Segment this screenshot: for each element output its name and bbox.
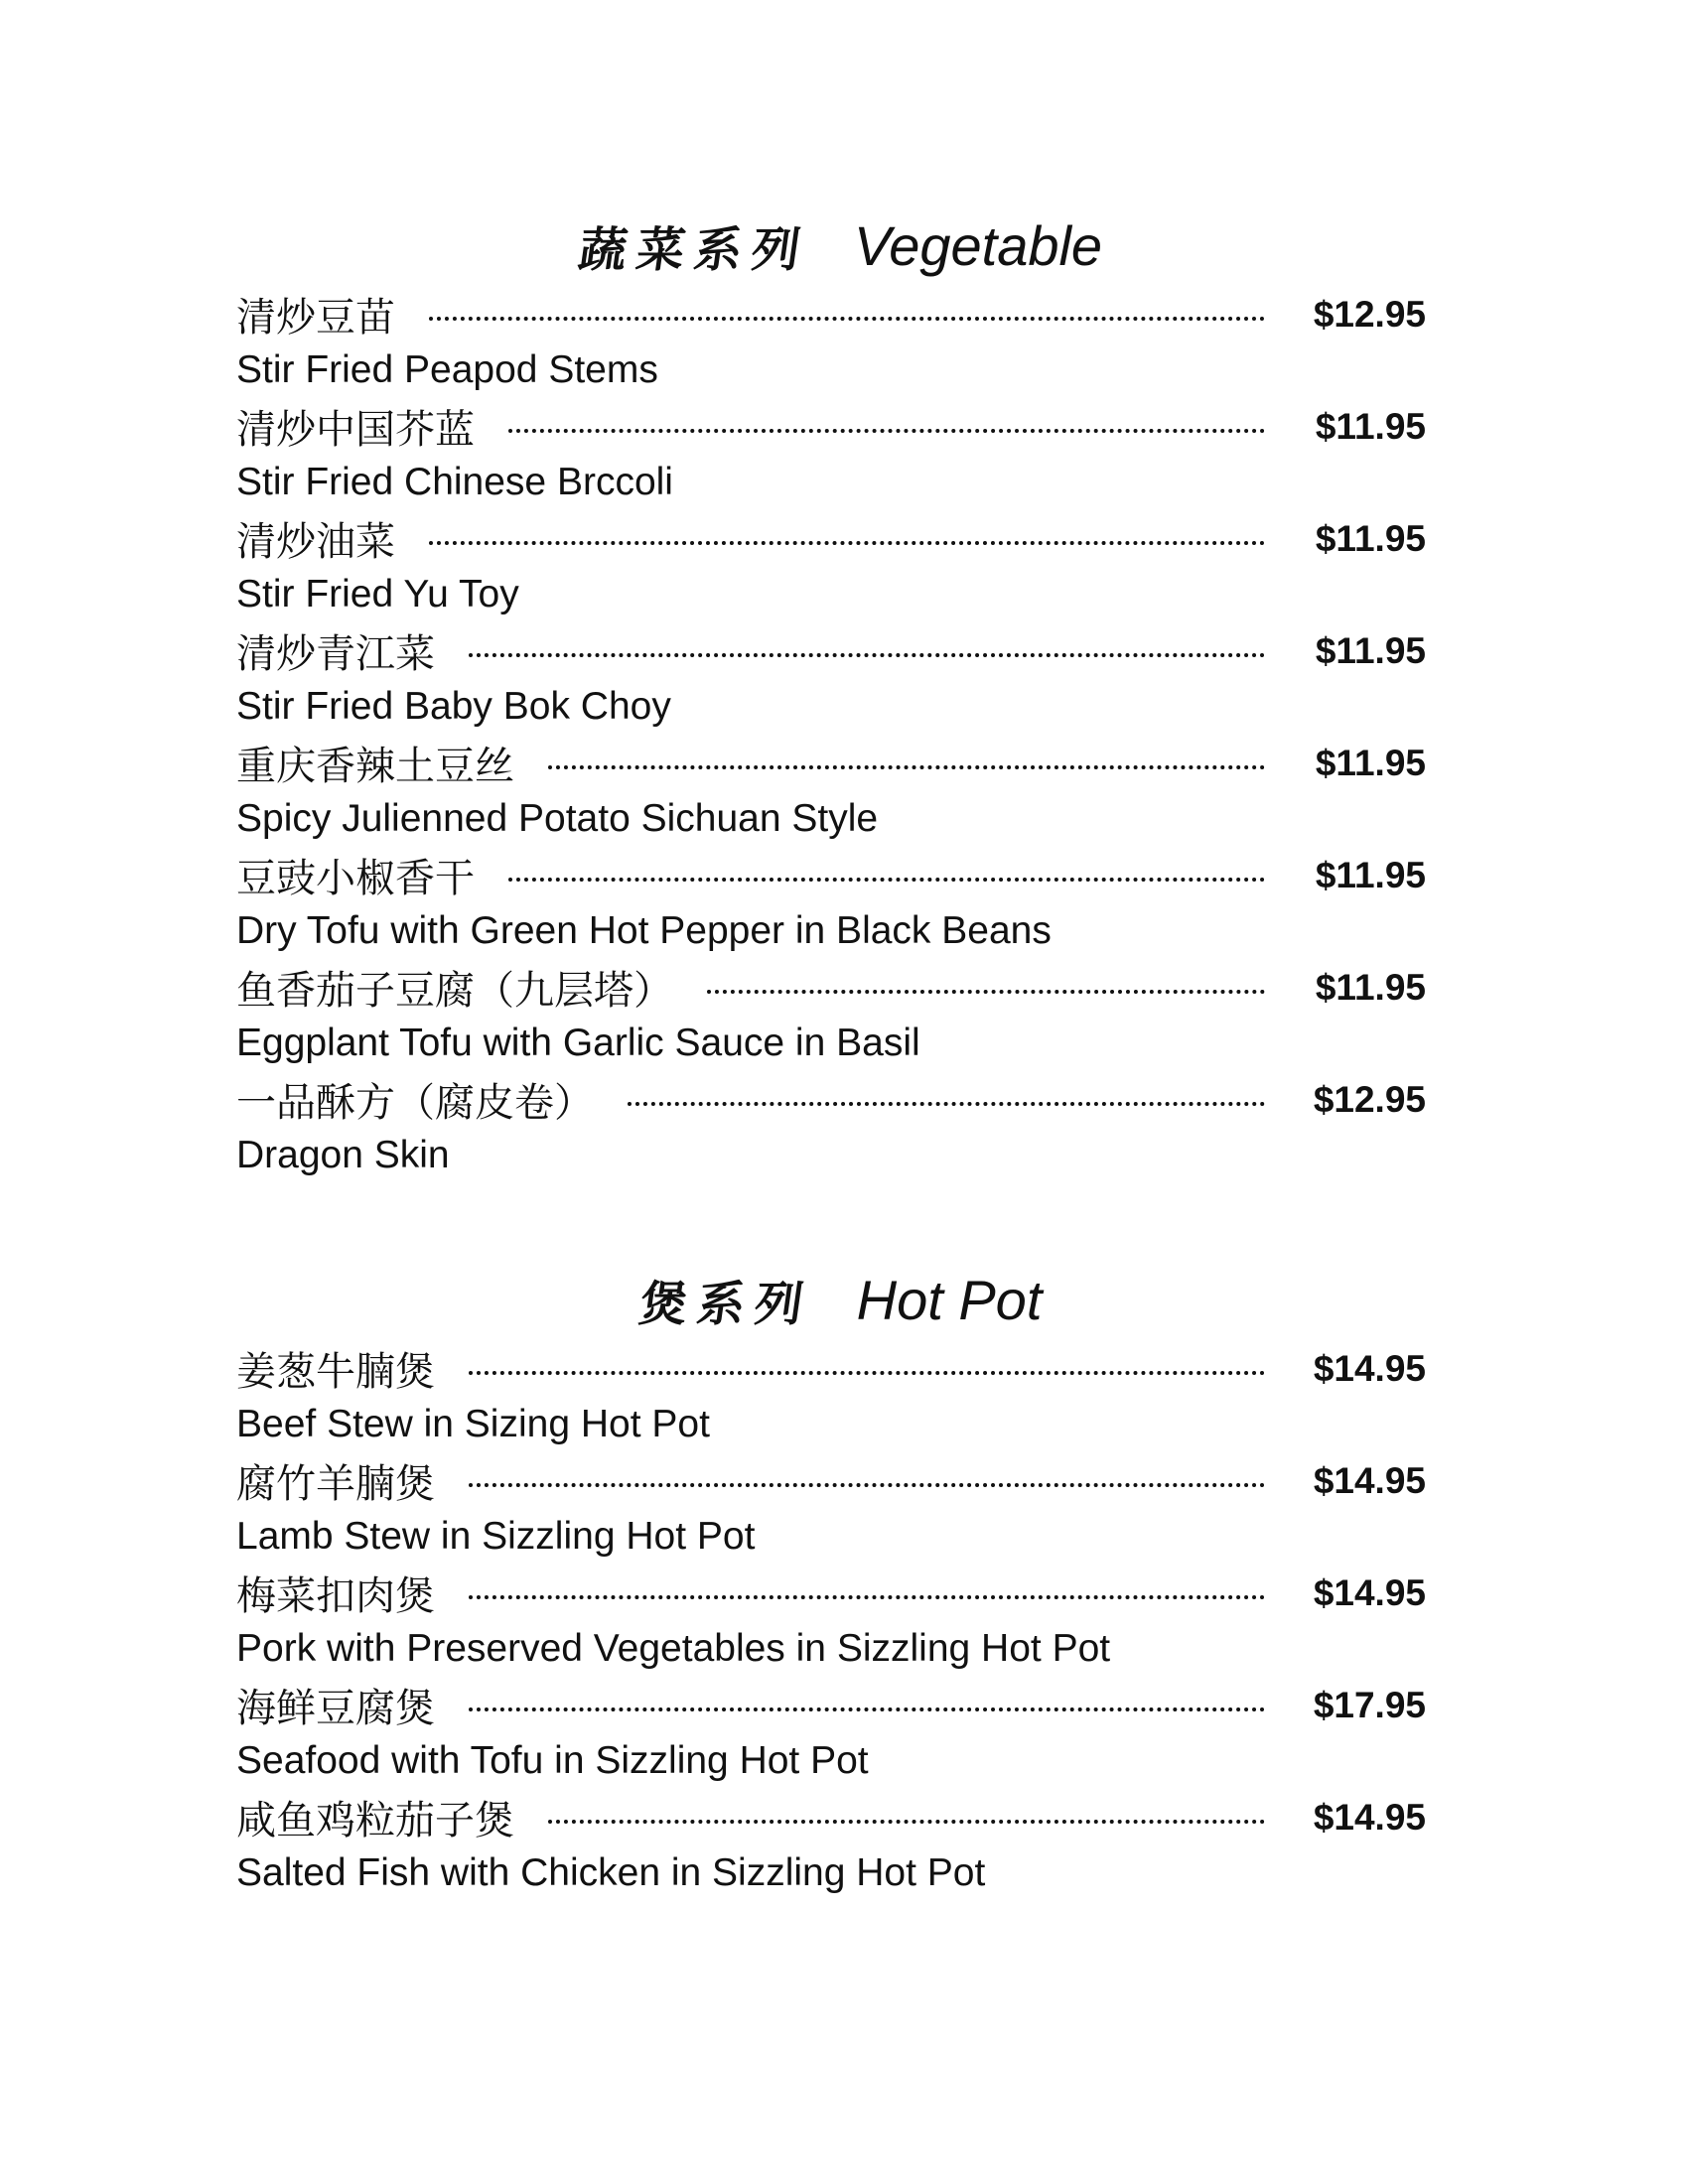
menu-item-row xyxy=(236,1071,1426,1128)
dotted-leader xyxy=(628,1102,1265,1106)
menu-item xyxy=(236,1340,1426,1452)
menu-item xyxy=(236,510,1426,622)
dotted-leader xyxy=(508,878,1265,882)
menu-item-name-chinese: 鱼香茄子豆腐（九层塔） xyxy=(236,968,673,1014)
menu-item-row xyxy=(236,622,1426,679)
menu-item-name-english: Spicy Julienned Potato Sichuan Style xyxy=(236,797,879,840)
dotted-leader xyxy=(707,990,1265,994)
menu-item-row xyxy=(236,510,1426,567)
section-heading xyxy=(256,205,1426,286)
menu-item-price: $11.95 xyxy=(1315,854,1426,895)
menu-item-name-chinese: 清炒青江菜 xyxy=(236,631,435,677)
menu-item xyxy=(236,1789,1426,1901)
menu-item-name-english: Stir Fried Yu Toy xyxy=(236,573,519,615)
menu-item-name-chinese: 清炒油菜 xyxy=(236,519,395,565)
menu-item xyxy=(236,1565,1426,1677)
dotted-leader xyxy=(469,653,1265,657)
menu-item-name-chinese: 清炒中国芥蓝 xyxy=(236,407,475,453)
menu-item-row xyxy=(236,1789,1426,1845)
menu-item xyxy=(236,1071,1426,1183)
menu-item-row xyxy=(236,847,1426,903)
menu-item-name-chinese: 海鲜豆腐煲 xyxy=(236,1686,435,1731)
menu-item xyxy=(236,1677,1426,1789)
menu-item-price: $11.95 xyxy=(1315,966,1426,1008)
menu-item-name-english: Pork with Preserved Vegetables in Sizzling Hot Pot xyxy=(236,1627,1111,1670)
menu-item-price: $11.95 xyxy=(1315,405,1426,447)
menu-item-name-chinese: 腐竹羊腩煲 xyxy=(236,1461,435,1507)
menu-item xyxy=(236,286,1426,398)
menu-list xyxy=(236,286,1426,1183)
menu-item-price: $14.95 xyxy=(1313,1796,1426,1838)
menu-item-name-english: Stir Fried Chinese Brccoli xyxy=(236,461,673,503)
menu-item-row xyxy=(236,959,1426,1016)
section-heading xyxy=(256,1259,1426,1340)
dotted-leader xyxy=(548,1820,1265,1824)
menu-item-name-english: Stir Fried Baby Bok Choy xyxy=(236,685,671,728)
dotted-leader xyxy=(469,1595,1265,1599)
menu-item-price: $14.95 xyxy=(1313,1571,1426,1613)
dotted-leader xyxy=(469,1483,1265,1487)
menu-item-name-english: Seafood with Tofu in Sizzling Hot Pot xyxy=(236,1739,869,1782)
menu-list xyxy=(236,1340,1426,1901)
menu-item-row xyxy=(236,286,1426,342)
section-heading-chinese: 蔬菜系列 xyxy=(575,221,814,278)
menu-item xyxy=(236,398,1426,510)
menu-item-name-english: Dry Tofu with Green Hot Pepper in Black Beans xyxy=(236,909,1052,952)
menu-item-name-english: Salted Fish with Chicken in Sizzling Hot Pot xyxy=(236,1851,986,1894)
menu-item-price: $14.95 xyxy=(1313,1347,1426,1389)
section-heading-english: Hot Pot xyxy=(856,1268,1043,1331)
menu-item xyxy=(236,847,1426,959)
menu-item-price: $14.95 xyxy=(1313,1459,1426,1501)
menu-item xyxy=(236,959,1426,1071)
menu-item-name-english: Dragon Skin xyxy=(236,1134,450,1176)
menu-item-name-chinese: 咸鱼鸡粒茄子煲 xyxy=(236,1798,514,1843)
menu-item-name-chinese: 清炒豆苗 xyxy=(236,295,395,341)
menu-item-name-chinese: 一品酥方（腐皮卷） xyxy=(236,1080,594,1126)
menu-item-row xyxy=(236,1565,1426,1621)
menu-item-row xyxy=(236,1340,1426,1397)
dotted-leader xyxy=(429,317,1265,321)
section-heading-english: Vegetable xyxy=(853,213,1103,277)
menu-item-name-english: Eggplant Tofu with Garlic Sauce in Basil xyxy=(236,1022,920,1064)
dotted-leader xyxy=(469,1371,1265,1375)
menu-item-row xyxy=(236,398,1426,455)
dotted-leader xyxy=(548,765,1265,769)
menu-item-name-english: Beef Stew in Sizing Hot Pot xyxy=(236,1403,710,1445)
menu-item-price: $11.95 xyxy=(1315,629,1426,671)
vegetable-section xyxy=(236,205,1426,1183)
dotted-leader xyxy=(508,429,1265,433)
menu-item-row xyxy=(236,1452,1426,1509)
menu-item-price: $12.95 xyxy=(1313,1078,1426,1120)
menu-item-row xyxy=(236,735,1426,791)
menu-item xyxy=(236,1452,1426,1565)
menu-item-price: $12.95 xyxy=(1313,293,1426,335)
menu-item-price: $17.95 xyxy=(1313,1684,1426,1725)
menu-item-price: $11.95 xyxy=(1315,742,1426,783)
menu-item xyxy=(236,622,1426,735)
menu-item-name-chinese: 豆豉小椒香干 xyxy=(236,856,475,901)
hot-pot-section xyxy=(236,1259,1426,1901)
menu-item-row xyxy=(236,1677,1426,1733)
section-heading-chinese: 煲系列 xyxy=(635,1276,816,1332)
menu-item-name-chinese: 梅菜扣肉煲 xyxy=(236,1573,435,1619)
menu-item xyxy=(236,735,1426,847)
menu-item-name-chinese: 重庆香辣土豆丝 xyxy=(236,744,514,789)
menu-item-price: $11.95 xyxy=(1315,517,1426,559)
menu-item-name-english: Lamb Stew in Sizzling Hot Pot xyxy=(236,1515,756,1558)
menu-item-name-english: Stir Fried Peapod Stems xyxy=(236,348,658,391)
dotted-leader xyxy=(469,1707,1265,1711)
dotted-leader xyxy=(429,541,1265,545)
menu-item-name-chinese: 姜葱牛腩煲 xyxy=(236,1349,435,1395)
